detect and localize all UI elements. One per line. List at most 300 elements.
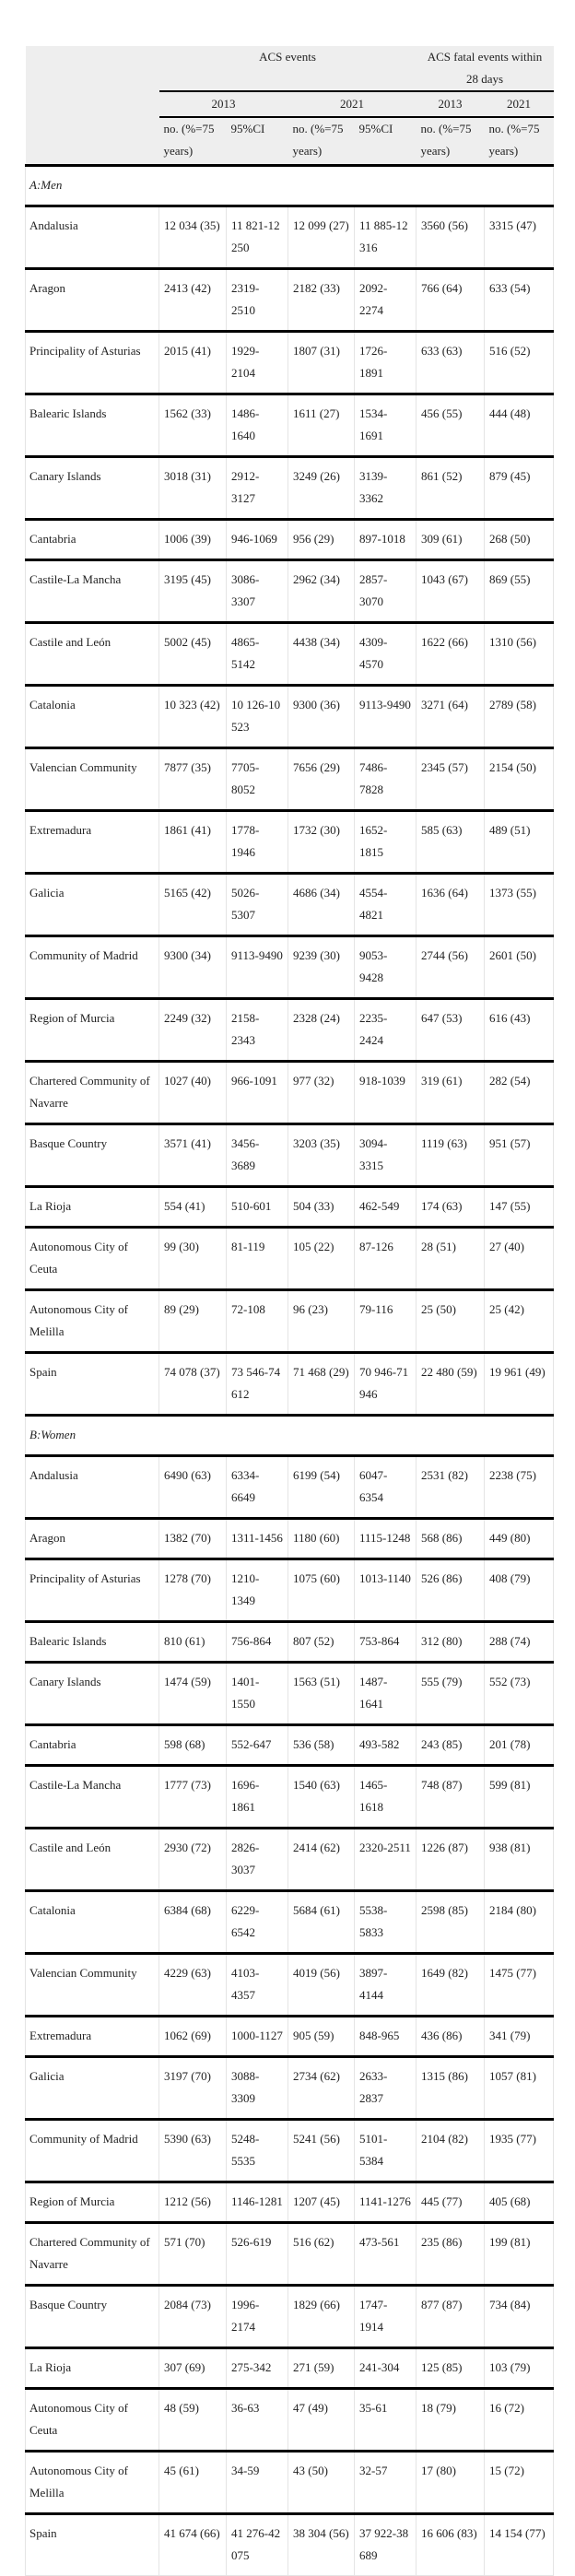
table-row bbox=[26, 1519, 554, 1559]
table-row bbox=[26, 1766, 554, 1829]
table-cell: 462-549 bbox=[355, 1187, 417, 1228]
table-row bbox=[26, 686, 554, 748]
table-cell: 647 (53) bbox=[417, 999, 485, 1062]
table-cell: 38 304 (56) bbox=[288, 2514, 355, 2576]
table-cell: 71 468 (29) bbox=[288, 1353, 355, 1416]
table-cell: 11 885-12 316 bbox=[355, 206, 417, 269]
table-cell: 9239 (30) bbox=[288, 936, 355, 999]
table-cell: 2912-3127 bbox=[227, 457, 288, 520]
table-cell: 3088-3309 bbox=[227, 2057, 288, 2120]
table-cell: 1861 (41) bbox=[159, 811, 227, 874]
table-cell: 1540 (63) bbox=[288, 1766, 355, 1829]
table-cell: 1475 (77) bbox=[485, 1954, 554, 2017]
table-cell: 1006 (39) bbox=[159, 520, 227, 560]
table-row bbox=[26, 1228, 554, 1290]
table-cell: 585 (63) bbox=[417, 811, 485, 874]
table-cell: 2182 (33) bbox=[288, 269, 355, 332]
region-label: Valencian Community bbox=[26, 748, 159, 811]
table-cell: 103 (79) bbox=[485, 2348, 554, 2389]
table-cell: 2633-2837 bbox=[355, 2057, 417, 2120]
table-cell: 408 (79) bbox=[485, 1559, 554, 1622]
region-label: Extremadura bbox=[26, 2017, 159, 2057]
table-cell: 72-108 bbox=[227, 1290, 288, 1353]
table-cell: 918-1039 bbox=[355, 1062, 417, 1124]
header-sub: no. (%=75 years) bbox=[417, 117, 485, 166]
table-cell: 2531 (82) bbox=[417, 1456, 485, 1519]
table-cell: 2104 (82) bbox=[417, 2120, 485, 2182]
table-cell: 9300 (34) bbox=[159, 936, 227, 999]
table-cell: 756-864 bbox=[227, 1622, 288, 1663]
section-title: B:Women bbox=[26, 1416, 554, 1456]
table-cell: 6384 (68) bbox=[159, 1891, 227, 1954]
region-label: La Rioja bbox=[26, 1187, 159, 1228]
region-label: Canary Islands bbox=[26, 1663, 159, 1725]
table-cell: 598 (68) bbox=[159, 1725, 227, 1766]
header-corner-2 bbox=[26, 91, 159, 117]
header-year: 2021 bbox=[288, 91, 417, 117]
table-cell: 526 (86) bbox=[417, 1559, 485, 1622]
section-row bbox=[26, 166, 554, 206]
region-label: Canary Islands bbox=[26, 457, 159, 520]
table-cell: 47 (49) bbox=[288, 2389, 355, 2452]
region-label: Spain bbox=[26, 1353, 159, 1416]
region-label: Extremadura bbox=[26, 811, 159, 874]
table-cell: 456 (55) bbox=[417, 394, 485, 457]
table-row bbox=[26, 2057, 554, 2120]
table-cell: 1486-1640 bbox=[227, 394, 288, 457]
region-label: Cantabria bbox=[26, 1725, 159, 1766]
table-cell: 10 126-10 523 bbox=[227, 686, 288, 748]
table-cell: 1778-1946 bbox=[227, 811, 288, 874]
section-title: A:Men bbox=[26, 166, 554, 206]
table-cell: 81-119 bbox=[227, 1228, 288, 1290]
table-cell: 977 (32) bbox=[288, 1062, 355, 1124]
table-cell: 1310 (56) bbox=[485, 623, 554, 686]
table-cell: 22 480 (59) bbox=[417, 1353, 485, 1416]
table-cell: 810 (61) bbox=[159, 1622, 227, 1663]
table-row bbox=[26, 1622, 554, 1663]
table-cell: 125 (85) bbox=[417, 2348, 485, 2389]
table-cell: 536 (58) bbox=[288, 1725, 355, 1766]
table-cell: 445 (77) bbox=[417, 2182, 485, 2223]
table-cell: 307 (69) bbox=[159, 2348, 227, 2389]
region-label: Autonomous City of Ceuta bbox=[26, 1228, 159, 1290]
table-cell: 869 (55) bbox=[485, 560, 554, 623]
table-cell: 3271 (64) bbox=[417, 686, 485, 748]
table-cell: 633 (54) bbox=[485, 269, 554, 332]
table-cell: 288 (74) bbox=[485, 1622, 554, 1663]
table-row bbox=[26, 520, 554, 560]
table-cell: 147 (55) bbox=[485, 1187, 554, 1228]
table-cell: 1649 (82) bbox=[417, 1954, 485, 2017]
table-row bbox=[26, 1663, 554, 1725]
table-cell: 1777 (73) bbox=[159, 1766, 227, 1829]
table-cell: 5538-5833 bbox=[355, 1891, 417, 1954]
table-cell: 3139-3362 bbox=[355, 457, 417, 520]
table-row bbox=[26, 1290, 554, 1353]
table-cell: 3315 (47) bbox=[485, 206, 554, 269]
table-cell: 1652-1815 bbox=[355, 811, 417, 874]
table-cell: 4103-4357 bbox=[227, 1954, 288, 2017]
table-row bbox=[26, 269, 554, 332]
region-label: Aragon bbox=[26, 1519, 159, 1559]
region-label: Autonomous City of Ceuta bbox=[26, 2389, 159, 2452]
table-cell: 489 (51) bbox=[485, 811, 554, 874]
table-cell: 1636 (64) bbox=[417, 874, 485, 936]
table-cell: 3456-3689 bbox=[227, 1124, 288, 1187]
table-cell: 616 (43) bbox=[485, 999, 554, 1062]
table-cell: 7486-7828 bbox=[355, 748, 417, 811]
table-cell: 87-126 bbox=[355, 1228, 417, 1290]
table-cell: 9113-9490 bbox=[355, 686, 417, 748]
table-cell: 41 674 (66) bbox=[159, 2514, 227, 2576]
table-cell: 7705-8052 bbox=[227, 748, 288, 811]
table-cell: 48 (59) bbox=[159, 2389, 227, 2452]
table-cell: 99 (30) bbox=[159, 1228, 227, 1290]
table-cell: 1146-1281 bbox=[227, 2182, 288, 2223]
table-cell: 2319-2510 bbox=[227, 269, 288, 332]
table-cell: 27 (40) bbox=[485, 1228, 554, 1290]
table-cell: 951 (57) bbox=[485, 1124, 554, 1187]
region-label: Community of Madrid bbox=[26, 2120, 159, 2182]
table-row bbox=[26, 623, 554, 686]
table-cell: 2184 (80) bbox=[485, 1891, 554, 1954]
table-cell: 6334-6649 bbox=[227, 1456, 288, 1519]
table-cell: 1212 (56) bbox=[159, 2182, 227, 2223]
table-row bbox=[26, 874, 554, 936]
region-label: Cantabria bbox=[26, 520, 159, 560]
table-cell: 28 (51) bbox=[417, 1228, 485, 1290]
table-cell: 568 (86) bbox=[417, 1519, 485, 1559]
region-label: Principality of Asturias bbox=[26, 1559, 159, 1622]
table-cell: 4229 (63) bbox=[159, 1954, 227, 2017]
table-cell: 5101-5384 bbox=[355, 2120, 417, 2182]
table-cell: 405 (68) bbox=[485, 2182, 554, 2223]
region-label: Community of Madrid bbox=[26, 936, 159, 999]
table-cell: 571 (70) bbox=[159, 2223, 227, 2286]
table-cell: 938 (81) bbox=[485, 1829, 554, 1891]
table-cell: 436 (86) bbox=[417, 2017, 485, 2057]
table-cell: 2734 (62) bbox=[288, 2057, 355, 2120]
table-cell: 748 (87) bbox=[417, 1766, 485, 1829]
region-label: Castile and León bbox=[26, 1829, 159, 1891]
table-cell: 199 (81) bbox=[485, 2223, 554, 2286]
table-cell: 966-1091 bbox=[227, 1062, 288, 1124]
table-cell: 1562 (33) bbox=[159, 394, 227, 457]
table-row bbox=[26, 1725, 554, 1766]
table-row bbox=[26, 2389, 554, 2452]
table-row bbox=[26, 936, 554, 999]
table-cell: 6490 (63) bbox=[159, 1456, 227, 1519]
table-cell: 2598 (85) bbox=[417, 1891, 485, 1954]
table-row bbox=[26, 2286, 554, 2348]
table-row bbox=[26, 1559, 554, 1622]
table-cell: 18 (79) bbox=[417, 2389, 485, 2452]
table-cell: 341 (79) bbox=[485, 2017, 554, 2057]
table-cell: 2158-2343 bbox=[227, 999, 288, 1062]
region-label: Andalusia bbox=[26, 206, 159, 269]
region-label: Region of Murcia bbox=[26, 2182, 159, 2223]
table-cell: 4019 (56) bbox=[288, 1954, 355, 2017]
table-cell: 753-864 bbox=[355, 1622, 417, 1663]
table-row bbox=[26, 1062, 554, 1124]
table-cell: 1062 (69) bbox=[159, 2017, 227, 2057]
table-cell: 956 (29) bbox=[288, 520, 355, 560]
table-row bbox=[26, 1124, 554, 1187]
table-cell: 105 (22) bbox=[288, 1228, 355, 1290]
table-cell: 9053-9428 bbox=[355, 936, 417, 999]
table-cell: 235 (86) bbox=[417, 2223, 485, 2286]
header-sub: no. (%=75 years) bbox=[485, 117, 554, 166]
table-cell: 3571 (41) bbox=[159, 1124, 227, 1187]
header-year: 2013 bbox=[159, 91, 288, 117]
table-cell: 1000-1127 bbox=[227, 2017, 288, 2057]
table-cell: 4309-4570 bbox=[355, 623, 417, 686]
table-row bbox=[26, 1456, 554, 1519]
table-cell: 16 (72) bbox=[485, 2389, 554, 2452]
table-cell: 73 546-74 612 bbox=[227, 1353, 288, 1416]
table-cell: 6047-6354 bbox=[355, 1456, 417, 1519]
header-sub: 95%CI bbox=[355, 117, 417, 166]
header-sub: no. (%=75 years) bbox=[288, 117, 355, 166]
table-row bbox=[26, 1954, 554, 2017]
table-cell: 1563 (51) bbox=[288, 1663, 355, 1725]
table-header bbox=[26, 46, 554, 166]
table-cell: 1057 (81) bbox=[485, 2057, 554, 2120]
table-row bbox=[26, 1891, 554, 1954]
table-cell: 37 922-38 689 bbox=[355, 2514, 417, 2576]
table-cell: 5002 (45) bbox=[159, 623, 227, 686]
table-cell: 3560 (56) bbox=[417, 206, 485, 269]
table-cell: 1278 (70) bbox=[159, 1559, 227, 1622]
header-sub: no. (%=75 years) bbox=[159, 117, 227, 166]
table-cell: 4554-4821 bbox=[355, 874, 417, 936]
table-cell: 473-561 bbox=[355, 2223, 417, 2286]
table-cell: 526-619 bbox=[227, 2223, 288, 2286]
table-cell: 1807 (31) bbox=[288, 332, 355, 394]
table-row bbox=[26, 748, 554, 811]
region-label: Valencian Community bbox=[26, 1954, 159, 2017]
table-cell: 25 (42) bbox=[485, 1290, 554, 1353]
table-cell: 43 (50) bbox=[288, 2452, 355, 2514]
table-cell: 3086-3307 bbox=[227, 560, 288, 623]
region-label: Catalonia bbox=[26, 1891, 159, 1954]
table-cell: 2320-2511 bbox=[355, 1829, 417, 1891]
region-label: Castile-La Mancha bbox=[26, 1766, 159, 1829]
header-sub: 95%CI bbox=[227, 117, 288, 166]
table-cell: 2857-3070 bbox=[355, 560, 417, 623]
table-cell: 1027 (40) bbox=[159, 1062, 227, 1124]
table-row bbox=[26, 2514, 554, 2576]
region-label: Castile and León bbox=[26, 623, 159, 686]
region-label: Catalonia bbox=[26, 686, 159, 748]
table-cell: 1141-1276 bbox=[355, 2182, 417, 2223]
header-year: 2021 bbox=[485, 91, 554, 117]
table-cell: 74 078 (37) bbox=[159, 1353, 227, 1416]
table-row bbox=[26, 394, 554, 457]
table-cell: 3094-3315 bbox=[355, 1124, 417, 1187]
table-cell: 2826-3037 bbox=[227, 1829, 288, 1891]
table-cell: 3897-4144 bbox=[355, 1954, 417, 2017]
region-label: Basque Country bbox=[26, 2286, 159, 2348]
table-cell: 1726-1891 bbox=[355, 332, 417, 394]
table-cell: 879 (45) bbox=[485, 457, 554, 520]
table-cell: 1075 (60) bbox=[288, 1559, 355, 1622]
table-cell: 36-63 bbox=[227, 2389, 288, 2452]
table-cell: 7877 (35) bbox=[159, 748, 227, 811]
table-cell: 319 (61) bbox=[417, 1062, 485, 1124]
table-body bbox=[26, 166, 554, 2576]
table-cell: 4438 (34) bbox=[288, 623, 355, 686]
table-cell: 3249 (26) bbox=[288, 457, 355, 520]
table-cell: 1829 (66) bbox=[288, 2286, 355, 2348]
table-cell: 1119 (63) bbox=[417, 1124, 485, 1187]
table-cell: 807 (52) bbox=[288, 1622, 355, 1663]
table-cell: 3197 (70) bbox=[159, 2057, 227, 2120]
table-cell: 1115-1248 bbox=[355, 1519, 417, 1559]
table-cell: 5248-5535 bbox=[227, 2120, 288, 2182]
table-cell: 3195 (45) bbox=[159, 560, 227, 623]
table-cell: 1465-1618 bbox=[355, 1766, 417, 1829]
table-cell: 1622 (66) bbox=[417, 623, 485, 686]
table-cell: 9113-9490 bbox=[227, 936, 288, 999]
table-cell: 1013-1140 bbox=[355, 1559, 417, 1622]
table-cell: 32-57 bbox=[355, 2452, 417, 2514]
region-label: La Rioja bbox=[26, 2348, 159, 2389]
table-cell: 633 (63) bbox=[417, 332, 485, 394]
table-cell: 552-647 bbox=[227, 1725, 288, 1766]
region-label: Region of Murcia bbox=[26, 999, 159, 1062]
region-label: Balearic Islands bbox=[26, 394, 159, 457]
header-corner-3 bbox=[26, 117, 159, 166]
table-cell: 6199 (54) bbox=[288, 1456, 355, 1519]
table-cell: 201 (78) bbox=[485, 1725, 554, 1766]
region-label: Spain bbox=[26, 2514, 159, 2576]
table-cell: 4865-5142 bbox=[227, 623, 288, 686]
table-cell: 1180 (60) bbox=[288, 1519, 355, 1559]
table-cell: 275-342 bbox=[227, 2348, 288, 2389]
table-cell: 848-965 bbox=[355, 2017, 417, 2057]
table-row bbox=[26, 2348, 554, 2389]
table-cell: 897-1018 bbox=[355, 520, 417, 560]
table-cell: 2789 (58) bbox=[485, 686, 554, 748]
table-cell: 2601 (50) bbox=[485, 936, 554, 999]
table-cell: 2238 (75) bbox=[485, 1456, 554, 1519]
table-cell: 946-1069 bbox=[227, 520, 288, 560]
table-row bbox=[26, 2182, 554, 2223]
table-cell: 282 (54) bbox=[485, 1062, 554, 1124]
table-cell: 1207 (45) bbox=[288, 2182, 355, 2223]
table-row bbox=[26, 2120, 554, 2182]
table-cell: 554 (41) bbox=[159, 1187, 227, 1228]
table-cell: 5165 (42) bbox=[159, 874, 227, 936]
header-corner bbox=[26, 46, 159, 91]
region-label: Balearic Islands bbox=[26, 1622, 159, 1663]
table-cell: 312 (80) bbox=[417, 1622, 485, 1663]
table-cell: 3018 (31) bbox=[159, 457, 227, 520]
section-row bbox=[26, 1416, 554, 1456]
table-cell: 2413 (42) bbox=[159, 269, 227, 332]
region-label: Andalusia bbox=[26, 1456, 159, 1519]
table-cell: 510-601 bbox=[227, 1187, 288, 1228]
table-row bbox=[26, 560, 554, 623]
table-cell: 4686 (34) bbox=[288, 874, 355, 936]
table-cell: 555 (79) bbox=[417, 1663, 485, 1725]
table-cell: 1401-1550 bbox=[227, 1663, 288, 1725]
region-label: Autonomous City of Melilla bbox=[26, 1290, 159, 1353]
table-cell: 1315 (86) bbox=[417, 2057, 485, 2120]
table-cell: 905 (59) bbox=[288, 2017, 355, 2057]
table-cell: 241-304 bbox=[355, 2348, 417, 2389]
table-cell: 877 (87) bbox=[417, 2286, 485, 2348]
table-cell: 2414 (62) bbox=[288, 1829, 355, 1891]
table-cell: 493-582 bbox=[355, 1725, 417, 1766]
table-cell: 6229-6542 bbox=[227, 1891, 288, 1954]
table-cell: 45 (61) bbox=[159, 2452, 227, 2514]
table-cell: 309 (61) bbox=[417, 520, 485, 560]
acs-events-table bbox=[25, 46, 554, 2576]
header-group-acs-fatal: ACS fatal events within 28 days bbox=[417, 46, 554, 91]
table-cell: 271 (59) bbox=[288, 2348, 355, 2389]
table-cell: 9300 (36) bbox=[288, 686, 355, 748]
table-row bbox=[26, 332, 554, 394]
region-label: Castile-La Mancha bbox=[26, 560, 159, 623]
table-row bbox=[26, 999, 554, 1062]
table-cell: 2092-2274 bbox=[355, 269, 417, 332]
table-cell: 2015 (41) bbox=[159, 332, 227, 394]
table-cell: 2154 (50) bbox=[485, 748, 554, 811]
table-cell: 5241 (56) bbox=[288, 2120, 355, 2182]
table-cell: 2962 (34) bbox=[288, 560, 355, 623]
table-cell: 1382 (70) bbox=[159, 1519, 227, 1559]
table-row bbox=[26, 206, 554, 269]
table-row bbox=[26, 457, 554, 520]
table-cell: 3203 (35) bbox=[288, 1124, 355, 1187]
table-row bbox=[26, 1353, 554, 1416]
table-cell: 2084 (73) bbox=[159, 2286, 227, 2348]
table-cell: 552 (73) bbox=[485, 1663, 554, 1725]
table-cell: 5026-5307 bbox=[227, 874, 288, 936]
table-cell: 14 154 (77) bbox=[485, 2514, 554, 2576]
region-label: Galicia bbox=[26, 2057, 159, 2120]
table-cell: 2744 (56) bbox=[417, 936, 485, 999]
region-label: Principality of Asturias bbox=[26, 332, 159, 394]
table-cell: 15 (72) bbox=[485, 2452, 554, 2514]
table-row bbox=[26, 2452, 554, 2514]
table-cell: 10 323 (42) bbox=[159, 686, 227, 748]
table-cell: 1929-2104 bbox=[227, 332, 288, 394]
table-cell: 766 (64) bbox=[417, 269, 485, 332]
table-cell: 2328 (24) bbox=[288, 999, 355, 1062]
table-cell: 516 (62) bbox=[288, 2223, 355, 2286]
table-cell: 1747-1914 bbox=[355, 2286, 417, 2348]
table-cell: 1611 (27) bbox=[288, 394, 355, 457]
table-cell: 17 (80) bbox=[417, 2452, 485, 2514]
table-cell: 516 (52) bbox=[485, 332, 554, 394]
table-row bbox=[26, 2223, 554, 2286]
table-row bbox=[26, 1829, 554, 1891]
table-cell: 7656 (29) bbox=[288, 748, 355, 811]
table-cell: 35-61 bbox=[355, 2389, 417, 2452]
table-cell: 12 099 (27) bbox=[288, 206, 355, 269]
table-cell: 2930 (72) bbox=[159, 1829, 227, 1891]
region-label: Chartered Community of Navarre bbox=[26, 2223, 159, 2286]
table-cell: 1732 (30) bbox=[288, 811, 355, 874]
table-row bbox=[26, 2017, 554, 2057]
table-cell: 1696-1861 bbox=[227, 1766, 288, 1829]
table-cell: 19 961 (49) bbox=[485, 1353, 554, 1416]
table-cell: 41 276-42 075 bbox=[227, 2514, 288, 2576]
